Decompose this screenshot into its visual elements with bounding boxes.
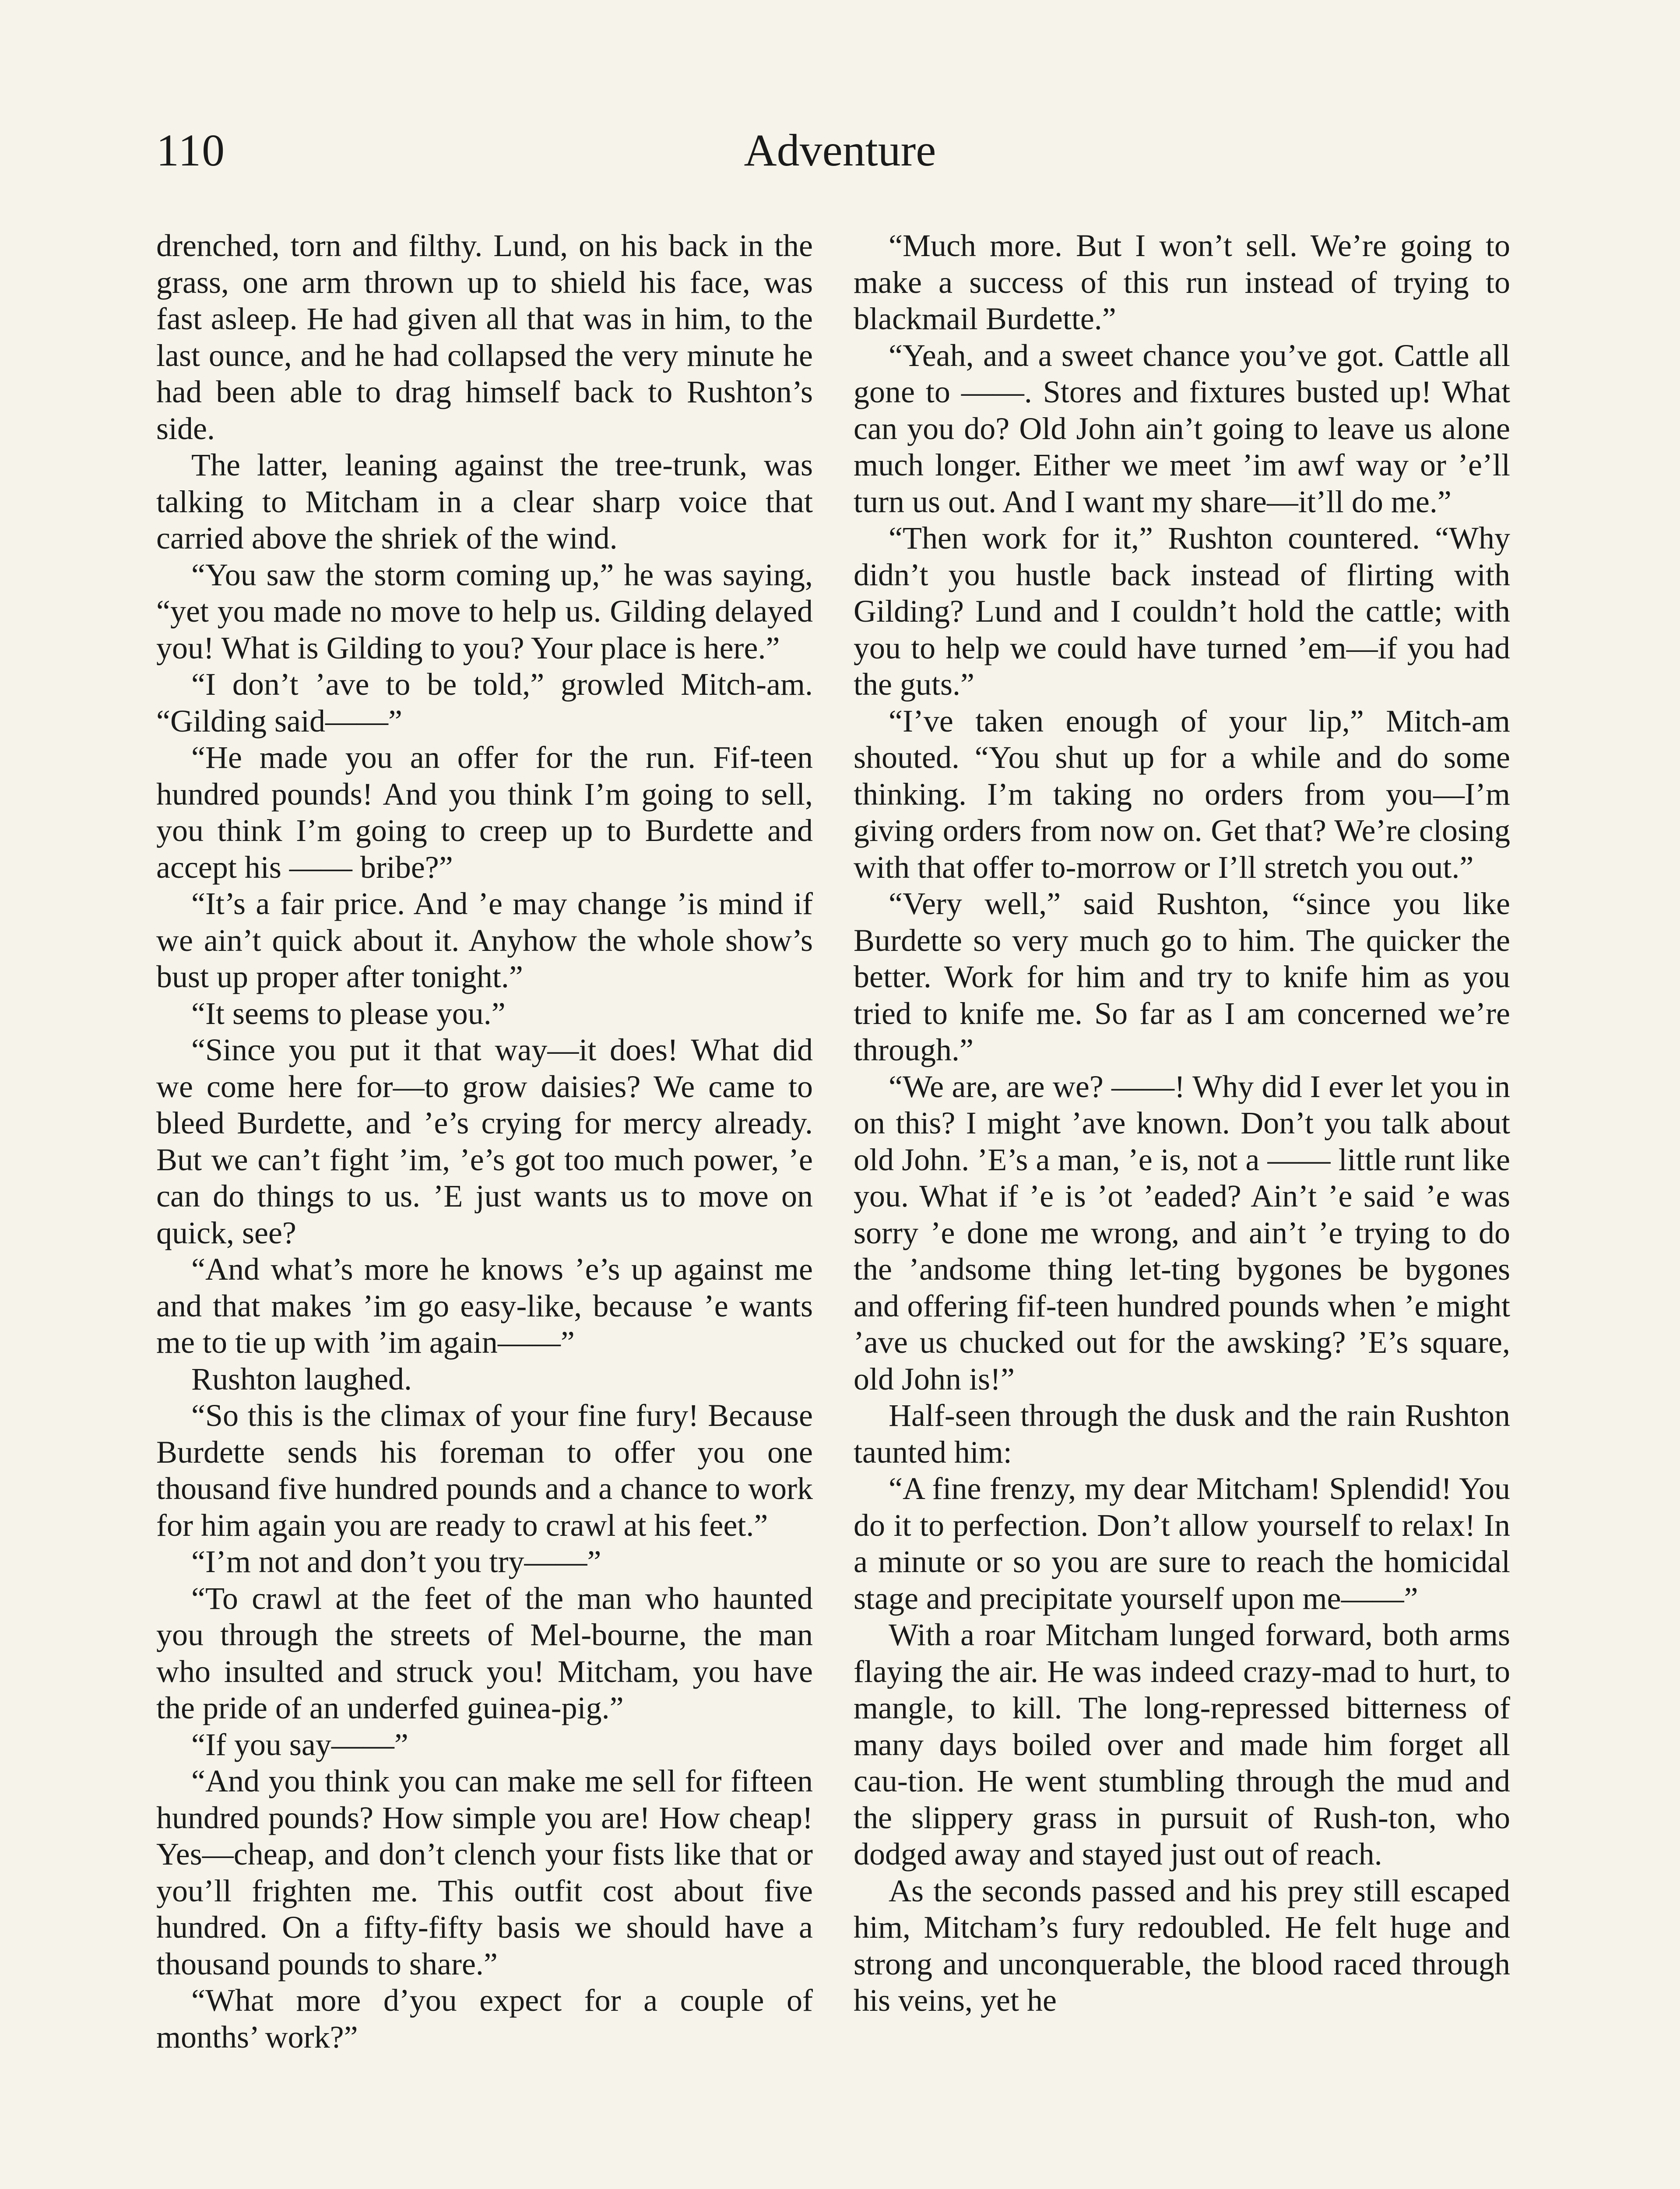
paragraph: “Yeah, and a sweet chance you’ve got. Cattle all gone to ——. Stores and fixtures busted up! What can you do? Old John ain’t going to leave us alone much longer. Either we meet ’im awf way or ’e’ll turn us out. And I want my share—it’ll do me.” [854,338,1510,519]
paragraph: “We are, are we? ——! Why did I ever let you in on this? I might ’ave known. Don’t you talk about old John. ’E’s a man, ’e is, not a —— little runt like you. What if ’e is ’ot ’eaded? Ain’t ’e said ’e was sorry ’e done me wrong, and ain’t ’e trying to do the ’andsome thing let-ting bygones be bygones and offering fif-teen hundred pounds when ’e might ’ave us chucked out for the awsking? ’E’s square, old John is!” [854,1069,1510,1397]
paragraph: drenched, torn and filthy. Lund, on his back in the grass, one arm thrown up to shield his face, was fast asleep. He had given all that was in him, to the last ounce, and he had collapsed the very minute he had been able to drag himself back to Rushton’s side. [156,228,813,446]
paragraph: “Then work for it,” Rushton countered. “Why didn’t you hustle back instead of flirting with Gilding? Lund and I couldn’t hold the cattle; with you to help we could have turned ’em—if you had the guts.” [854,521,1510,702]
paragraph: With a roar Mitcham lunged forward, both arms flaying the air. He was indeed crazy-mad to hurt, to mangle, to kill. The long-repressed bitterness of many days boiled over and made him forget all cau-tion. He went stumbling through the mud and the slippery grass in pursuit of Rush-ton, who dodged away and stayed just out of reach. [854,1617,1510,1872]
paragraph: “Since you put it that way—it does! What did we come here for—to grow daisies? We came to bleed Burdette, and ’e’s crying for mercy already. But we can’t fight ’im, ’e’s got too much power, ’e can do things to us. ’E just wants us to move on quick, see? [156,1032,813,1250]
paragraph: “He made you an offer for the run. Fif-teen hundred pounds! And you think I’m going to sell, you think I’m going to creep up to Burdette and accept his —— bribe?” [156,740,813,885]
paragraph: “A fine frenzy, my dear Mitcham! Splendid! You do it to perfection. Don’t allow yourself to relax! In a minute or so you are sure to reach the homicidal stage and precipitate yourself upon me——” [854,1471,1510,1616]
paragraph: “To crawl at the feet of the man who haunted you through the streets of Mel-bourne, the man who insulted and struck you! Mitcham, you have the pride of an underfed guinea-pig.” [156,1580,813,1725]
paragraph: “And what’s more he knows ’e’s up against me and that makes ’im go easy-like, because ’e wants me to tie up with ’im again——” [156,1252,813,1360]
paragraph: “I’ve taken enough of your lip,” Mitch-am shouted. “You shut up for a while and do some thinking. I’m taking no orders from you—I’m giving orders from now on. Get that? We’re closing with that offer to-morrow or I’ll stretch you out.” [854,703,1510,885]
paragraph: “It seems to please you.” [191,996,506,1031]
page-number: 110 [156,125,226,176]
paragraph: Half-seen through the dusk and the rain Rushton taunted him: [854,1398,1510,1470]
paragraph: “Very well,” said Rushton, “since you like Burdette so very much go to him. The quicker the better. Work for him and try to knife him as you tried to knife me. So far as I am concerned we’re through.” [854,886,1510,1067]
paragraph: The latter, leaning against the tree-trunk, was talking to Mitcham in a clear sharp voice that carried above the shriek of the wind. [156,447,813,556]
running-head-title: Adventure [744,125,936,176]
paragraph: As the seconds passed and his prey still escaped him, Mitcham’s fury redoubled. He felt huge and strong and unconquerable, the blood raced through his veins, yet he [854,1873,1510,2018]
paragraph: Rushton laughed. [191,1361,412,1397]
paragraph: “You saw the storm coming up,” he was saying, “yet you made no move to help us. Gilding delayed you! What is Gilding to you? Your place is here.” [156,557,813,665]
paragraph: “I’m not and don’t you try——” [191,1544,601,1579]
paragraph: “What more d’you expect for a couple of months’ work?” [156,1983,813,2055]
paragraph: “I don’t ’ave to be told,” growled Mitch-am. “Gilding said——” [156,667,813,739]
paragraph: “It’s a fair price. And ’e may change ’is mind if we ain’t quick about it. Anyhow the whole show’s bust up proper after tonight.” [156,886,813,994]
paragraph: “And you think you can make me sell for fifteen hundred pounds? How simple you are! How cheap! Yes—cheap, and don’t clench your fists like that or you’ll frighten me. This outfit cost about five hundred. On a fifty-fifty basis we should have a thousand pounds to share.” [156,1763,813,1981]
paragraph: “Much more. But I won’t sell. We’re going to make a success of this run instead of trying to blackmail Burdette.” [854,228,1510,336]
left-column [156,228,813,2055]
right-column [854,228,1510,2019]
paragraph: “If you say——” [191,1727,408,1762]
paragraph: “So this is the climax of your fine fury! Because Burdette sends his foreman to offer you one thousand five hundred pounds and a chance to work for him again you are ready to crawl at his feet.” [156,1398,813,1543]
